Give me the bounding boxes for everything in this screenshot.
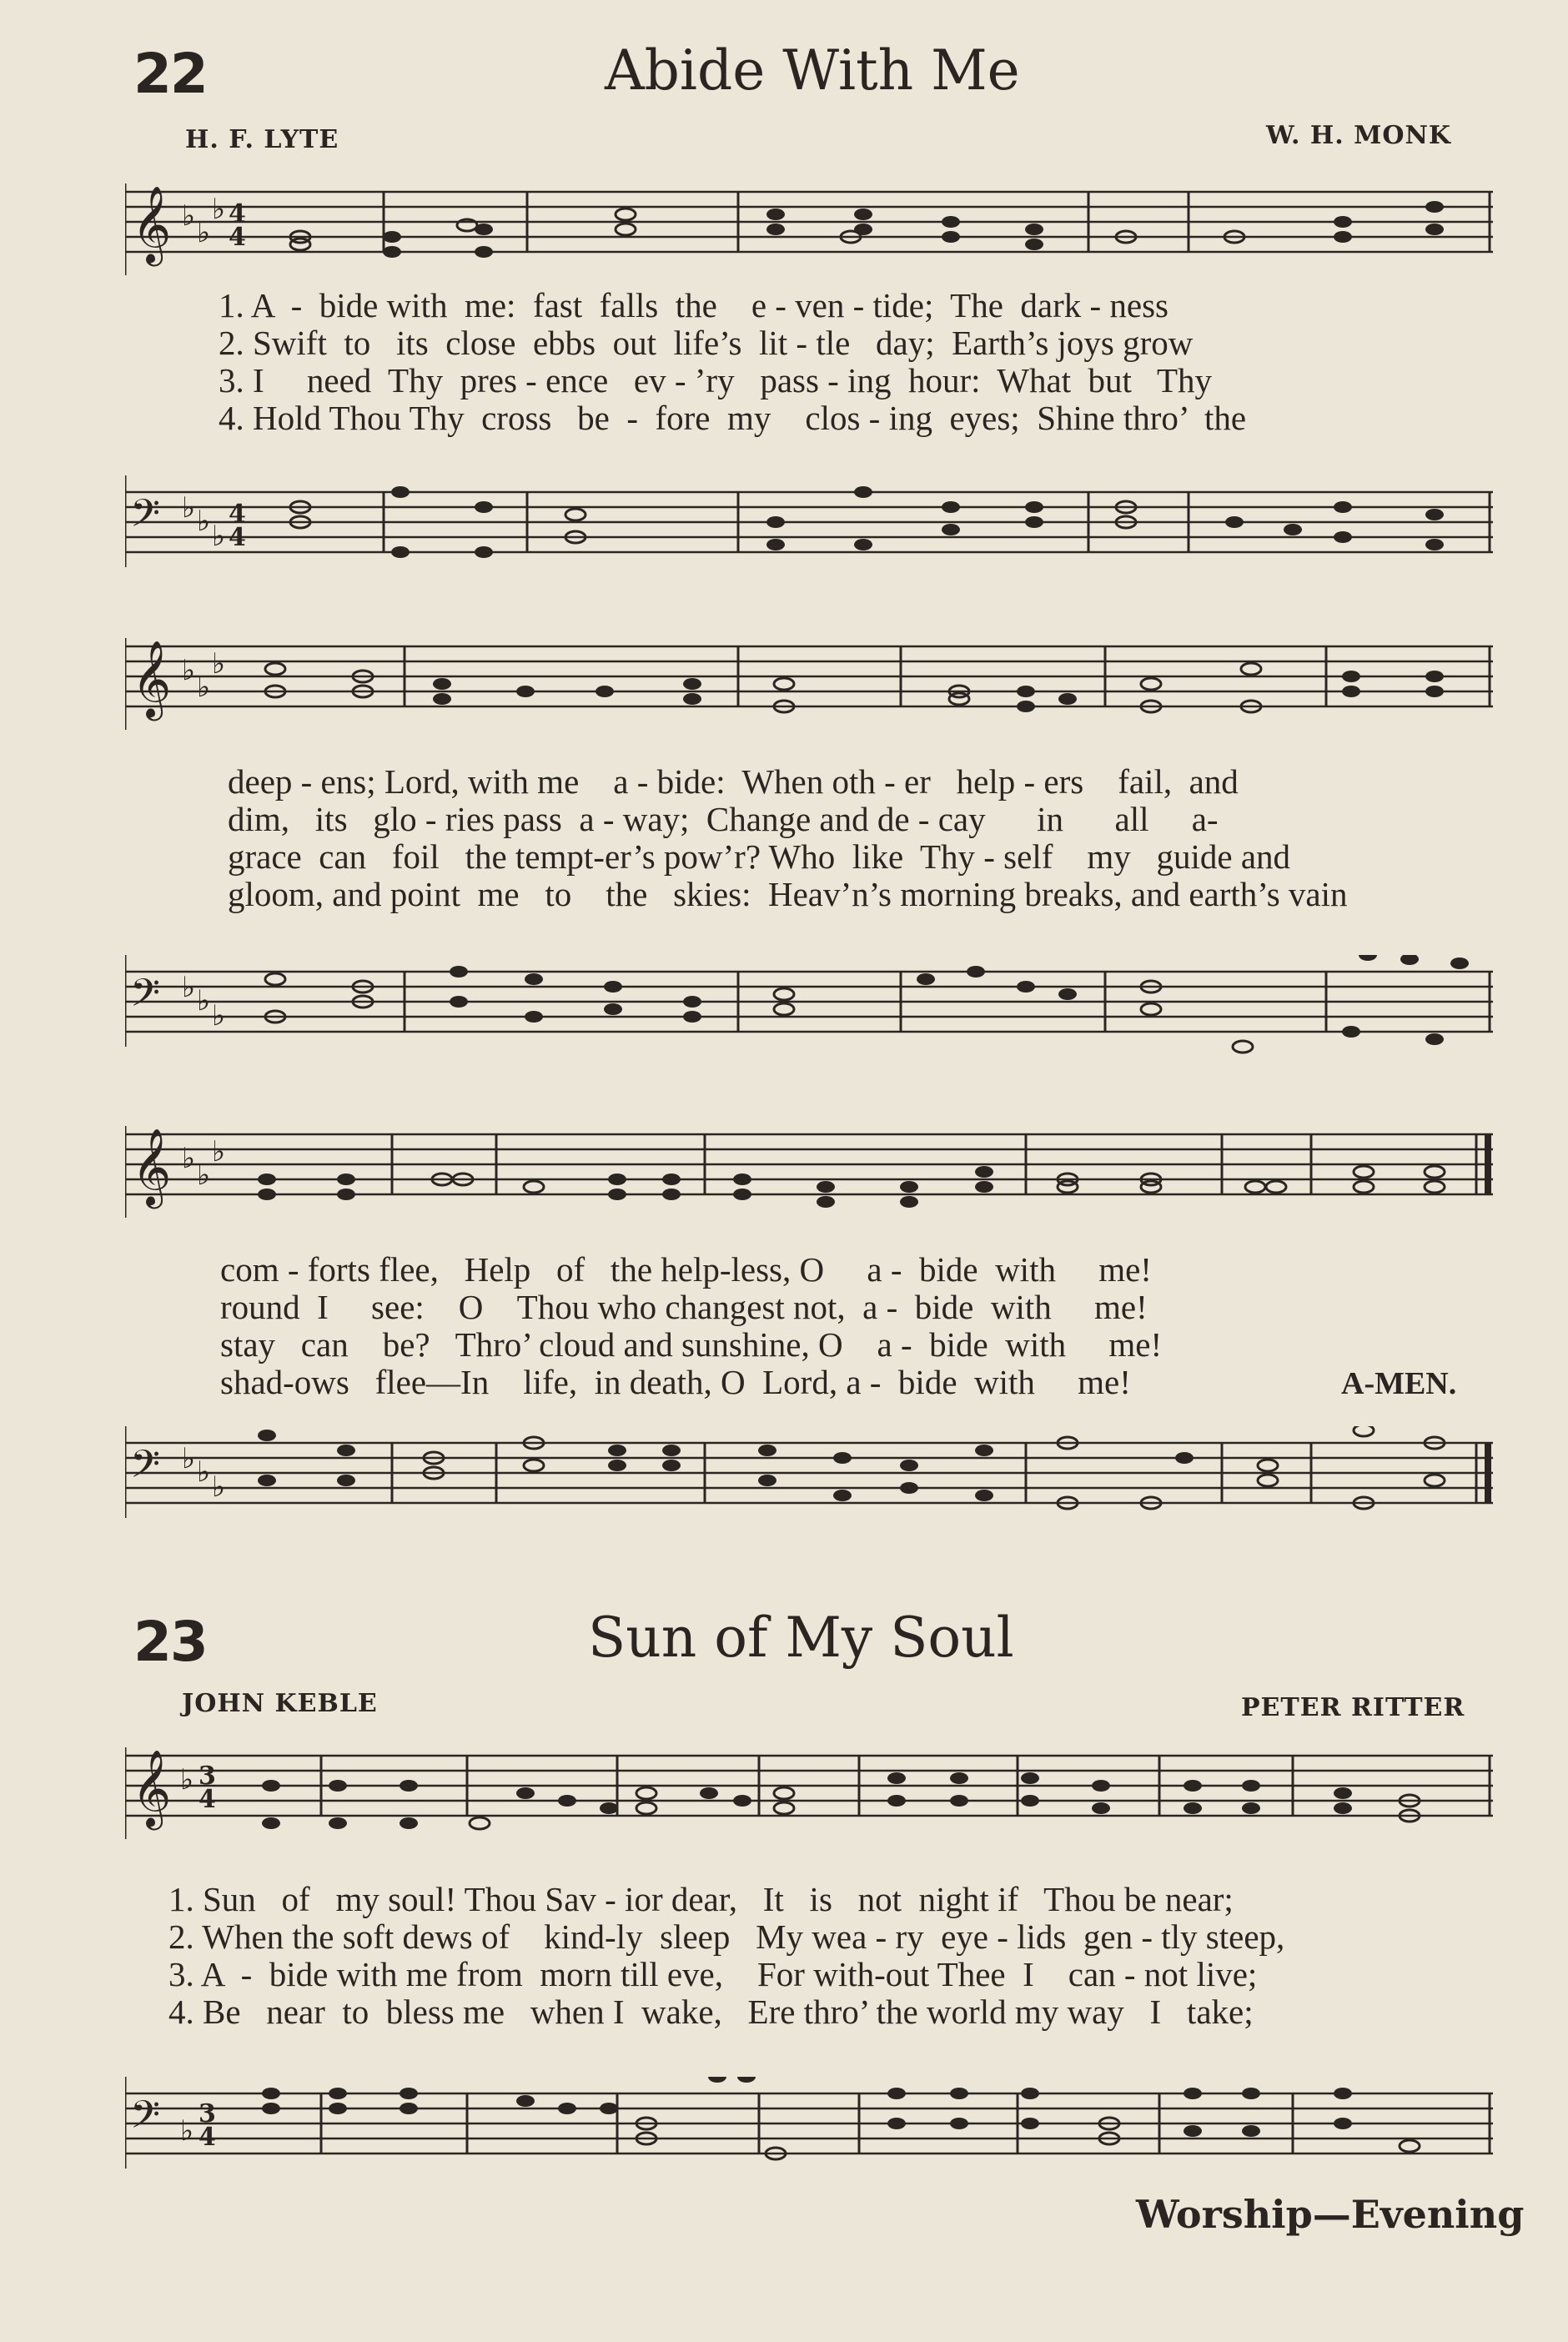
svg-text:♭: ♭ <box>182 1142 196 1175</box>
bass-staff <box>125 1426 1493 1551</box>
composer-credit: PETER RITTER <box>1241 1693 1465 1722</box>
svg-text:♭: ♭ <box>197 984 211 1018</box>
svg-text:♭: ♭ <box>197 1455 211 1489</box>
verse-line-1: com - forts flee, Help of the help-less, O a - bide with me! <box>220 1250 1152 1289</box>
svg-text:♭: ♭ <box>197 1158 211 1192</box>
svg-text:♭: ♭ <box>212 1135 226 1168</box>
svg-text:♭: ♭ <box>212 647 226 681</box>
verse-line-4: 4. Be near to bless me when I wake, Ere thro’ the world my way I take; <box>168 1993 1254 2031</box>
svg-text:4: 4 <box>199 2123 216 2152</box>
verse-line-2: 2. When the soft dews of kind-ly sleep My wea - ry eye - lids gen - tly steep, <box>168 1917 1285 1956</box>
svg-text:4: 4 <box>229 500 246 529</box>
lyricist-credit: JOHN KEBLE <box>182 1689 378 1718</box>
lyricist-credit: H. F. LYTE <box>185 125 339 154</box>
svg-text:♭: ♭ <box>182 199 196 233</box>
svg-text:4: 4 <box>199 1785 216 1814</box>
bass-staff <box>125 475 1493 584</box>
svg-text:♭: ♭ <box>197 671 211 704</box>
bass-staff <box>125 2077 1493 2194</box>
verse-line-2: round I see: O Thou who changest not, a - bide with me! <box>220 1288 1148 1326</box>
svg-text:♭: ♭ <box>212 520 226 553</box>
bass-staff <box>125 955 1493 1080</box>
treble-staff <box>125 1118 1493 1243</box>
svg-text:♭: ♭ <box>197 505 211 538</box>
hymn-number: 22 <box>133 42 207 106</box>
verse-line-1: deep - ens; Lord, with me a - bide: When oth - er help - ers fail, and <box>228 762 1239 801</box>
treble-staff <box>125 175 1493 300</box>
svg-text:𝄞: 𝄞 <box>132 1128 172 1205</box>
composer-credit: W. H. MONK <box>1266 121 1451 150</box>
verse-line-2: 2. Swift to its close ebbs out life’s lit - tle day; Earth’s joys grow <box>219 324 1194 362</box>
verse-line-3: grace can foil the tempt-er’s pow’r? Who like Thy - self my guide and <box>228 837 1291 876</box>
svg-text:♭: ♭ <box>180 1763 194 1797</box>
svg-text:♭: ♭ <box>212 193 226 226</box>
verse-line-2: dim, its glo - ries pass a - way; Change and de - cay in all a- <box>228 800 1219 838</box>
hymn-number: 23 <box>133 1610 207 1674</box>
svg-text:♭: ♭ <box>182 1442 196 1475</box>
svg-text:♭: ♭ <box>197 216 211 249</box>
svg-text:♭: ♭ <box>182 971 196 1004</box>
verse-line-1: 1. Sun of my soul! Thou Sav - ior dear, It is not night if Thou be near; <box>168 1880 1234 1918</box>
svg-text:♭: ♭ <box>212 1470 226 1504</box>
svg-text:𝄢: 𝄢 <box>130 491 161 545</box>
svg-text:4: 4 <box>229 523 246 552</box>
amen-label: A-MEN. <box>1341 1366 1457 1401</box>
verse-line-3: 3. A - bide with me from morn till eve, For with-out Thee I can - not live; <box>168 1955 1258 1993</box>
svg-text:3: 3 <box>199 1762 216 1791</box>
svg-text:𝄢: 𝄢 <box>130 2093 161 2147</box>
svg-text:♭: ♭ <box>182 654 196 687</box>
svg-text:4: 4 <box>229 199 246 229</box>
svg-text:𝄢: 𝄢 <box>130 971 161 1025</box>
verse-line-4: shad-ows flee—In life, in death, O Lord, a - bide with me! <box>220 1363 1131 1401</box>
svg-text:𝄢: 𝄢 <box>130 1442 161 1496</box>
verse-line-4: 4. Hold Thou Thy cross be - fore my clos - ing eyes; Shine thro’ the <box>219 399 1247 437</box>
svg-text:♭: ♭ <box>180 2114 194 2148</box>
svg-text:𝄞: 𝄞 <box>132 1749 172 1827</box>
svg-text:𝄞: 𝄞 <box>132 640 172 717</box>
section-footer: Worship—Evening <box>1136 2192 1525 2237</box>
treble-staff <box>125 1739 1493 1864</box>
svg-text:𝄞: 𝄞 <box>132 185 172 263</box>
verse-line-1: 1. A - bide with me: fast falls the e - ven - tide; The dark - ness <box>219 286 1169 324</box>
treble-staff <box>125 630 1493 755</box>
verse-line-4: gloom, and point me to the skies: Heav’n’s morning breaks, and earth’s vain <box>228 875 1348 913</box>
hymn-title: Sun of My Soul <box>588 1606 1014 1670</box>
svg-text:♭: ♭ <box>182 491 196 525</box>
verse-line-3: stay can be? Thro’ cloud and sunshine, O a - bide with me! <box>220 1325 1163 1364</box>
svg-text:4: 4 <box>229 223 246 252</box>
svg-text:3: 3 <box>199 2099 216 2128</box>
hymn-title: Abide With Me <box>605 38 1020 103</box>
verse-line-3: 3. I need Thy pres - ence ev - ’ry pass - ing hour: What but Thy <box>219 361 1213 400</box>
svg-text:♭: ♭ <box>212 999 226 1033</box>
